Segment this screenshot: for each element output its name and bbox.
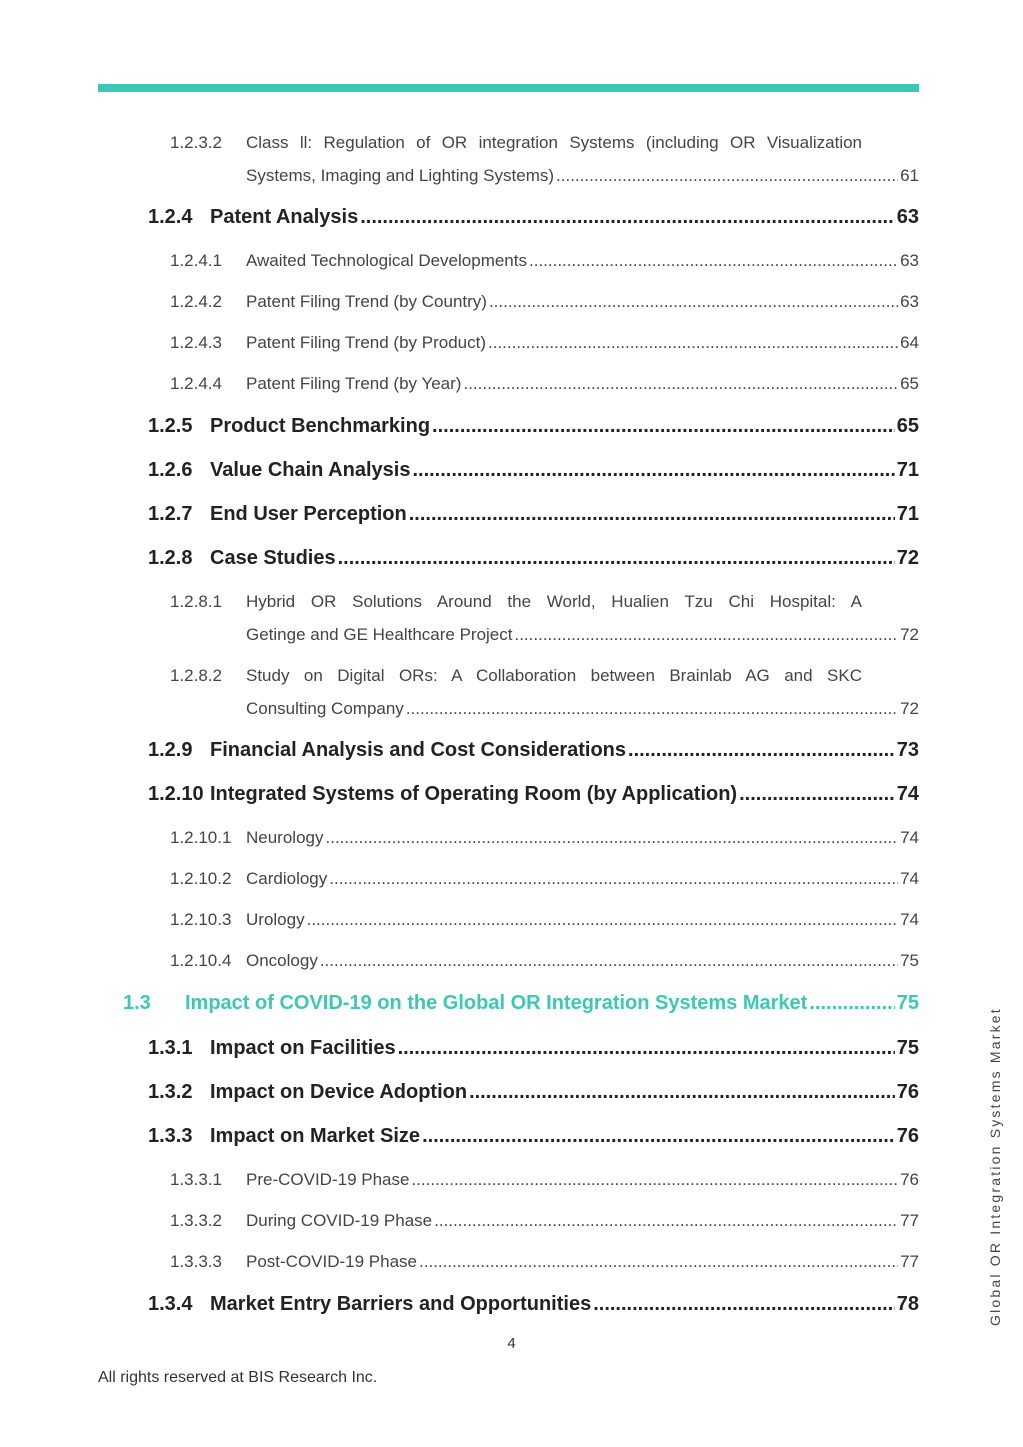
toc-page: 72 — [900, 625, 919, 644]
toc-page: 76 — [896, 1081, 919, 1103]
toc-leader-dots — [434, 1211, 898, 1231]
toc-title: Patent Filing Trend (by Product) — [246, 333, 487, 352]
toc-leader-dots — [411, 1170, 898, 1190]
toc-leader-dots — [412, 459, 894, 482]
toc-title: Value Chain Analysis — [210, 459, 411, 481]
toc-title: Impact on Device Adoption — [210, 1081, 468, 1103]
toc-number: 1.2.3.2 — [170, 133, 222, 152]
toc-entry-1-2-8-2[interactable] — [170, 666, 919, 726]
toc-number: 1.2.10.1 — [170, 828, 232, 847]
toc-title: Patent Analysis — [210, 206, 359, 228]
toc-entry-1-3-3-2[interactable] — [170, 1211, 919, 1233]
toc-title: Awaited Technological Developments — [246, 251, 527, 270]
toc-leader-dots — [307, 910, 898, 930]
toc-number: 1.2.8.1 — [170, 592, 222, 611]
toc-title-line-1: Hybrid OR Solutions Around the World, Hualien Tzu Chi Hospital: A — [246, 592, 862, 611]
toc-page: 75 — [900, 951, 919, 970]
toc-number: 1.3 — [123, 992, 151, 1014]
toc-leader-dots — [360, 206, 895, 229]
toc-number: 1.2.10.3 — [170, 910, 232, 929]
toc-page: 75 — [896, 1037, 919, 1059]
toc-leader-dots — [514, 625, 898, 645]
toc-title-line-2: Systems, Imaging and Lighting Systems) — [246, 166, 555, 185]
toc-leader-dots — [556, 166, 898, 186]
toc-page: 74 — [900, 910, 919, 929]
toc-number: 1.2.4.3 — [170, 333, 222, 352]
toc-page: 77 — [900, 1252, 919, 1271]
toc-page: 65 — [896, 415, 919, 437]
toc-entry-1-2-9[interactable] — [148, 739, 919, 763]
toc-page: 75 — [896, 992, 919, 1014]
toc-leader-dots — [469, 1081, 895, 1104]
toc-number: 1.2.6 — [148, 459, 193, 481]
toc-number: 1.2.5 — [148, 415, 193, 437]
toc-title: Impact on Facilities — [210, 1037, 396, 1059]
toc-number: 1.3.1 — [148, 1037, 193, 1059]
toc-number: 1.2.9 — [148, 739, 193, 761]
toc-leader-dots — [432, 415, 895, 438]
toc-entry-1-3-1[interactable] — [148, 1037, 919, 1061]
toc-title: Urology — [246, 910, 305, 929]
toc-title: Impact on Market Size — [210, 1125, 421, 1147]
toc-entry-1-2-7[interactable] — [148, 503, 919, 527]
toc-entry-1-2-6[interactable] — [148, 459, 919, 483]
toc-title: End User Perception — [210, 503, 407, 525]
toc-title: Cardiology — [246, 869, 328, 888]
toc-number: 1.2.10.2 — [170, 869, 232, 888]
toc-entry-1-2-4-4[interactable] — [170, 374, 919, 396]
toc-number: 1.2.8 — [148, 547, 193, 569]
toc-title-line-2: Getinge and GE Healthcare Project — [246, 625, 513, 644]
toc-title-line-2: Consulting Company — [246, 699, 404, 718]
toc-page: 74 — [896, 783, 919, 805]
toc-entry-1-2-10-3[interactable] — [170, 910, 919, 932]
toc-page: 71 — [896, 503, 919, 525]
toc-leader-dots — [463, 374, 898, 394]
toc-entry-1-2-10-2[interactable] — [170, 869, 919, 891]
toc-entry-1-3-2[interactable] — [148, 1081, 919, 1105]
toc-entry-1-2-4-2[interactable] — [170, 292, 919, 314]
toc-title: Impact of COVID-19 on the Global OR Integration Systems Market — [185, 992, 808, 1014]
toc-page: 63 — [896, 206, 919, 228]
toc-entry-1-2-8-1[interactable] — [170, 592, 919, 652]
toc-leader-dots — [398, 1037, 895, 1060]
toc-title-line-1: Class ll: Regulation of OR integration Systems (including OR Visualization — [246, 133, 862, 152]
toc-page: 61 — [900, 166, 919, 185]
toc-entry-1-3-3-1[interactable] — [170, 1170, 919, 1192]
toc-title: Post-COVID-19 Phase — [246, 1252, 418, 1271]
toc-title: Patent Filing Trend (by Country) — [246, 292, 487, 311]
toc-number: 1.3.3 — [148, 1125, 193, 1147]
toc-entry-1-3-3-3[interactable] — [170, 1252, 919, 1274]
toc-leader-dots — [406, 699, 898, 719]
toc-title-line-1: Study on Digital ORs: A Collaboration between Brainlab AG and SKC — [246, 666, 862, 685]
toc-leader-dots — [329, 869, 898, 889]
toc-page: 76 — [896, 1125, 919, 1147]
toc-number: 1.3.3.1 — [170, 1170, 222, 1189]
toc-page: 77 — [900, 1211, 919, 1230]
toc-leader-dots — [326, 828, 899, 848]
toc-entry-1-2-10-1[interactable] — [170, 828, 919, 850]
toc-leader-dots — [529, 251, 898, 271]
toc-page: 76 — [900, 1170, 919, 1189]
toc-entry-1-2-4-1[interactable] — [170, 251, 919, 273]
footer-copyright: All rights reserved at BIS Research Inc. — [98, 1369, 378, 1386]
toc-leader-dots — [409, 503, 895, 526]
toc-title: Case Studies — [210, 547, 336, 569]
toc-title: Neurology — [246, 828, 324, 847]
toc-leader-dots — [338, 547, 895, 570]
toc-number: 1.2.4 — [148, 206, 193, 228]
toc-title: Market Entry Barriers and Opportunities — [210, 1293, 592, 1315]
toc-page: 72 — [896, 547, 919, 569]
toc-leader-dots — [593, 1293, 895, 1316]
toc-leader-dots — [809, 992, 894, 1015]
toc-entry-1-2-4-3[interactable] — [170, 333, 919, 355]
toc-page: 71 — [896, 459, 919, 481]
toc-page: 65 — [900, 374, 919, 393]
toc-leader-dots — [419, 1252, 898, 1272]
toc-leader-dots — [489, 292, 898, 312]
toc-title: Financial Analysis and Cost Considerations — [210, 739, 627, 761]
toc-entry-1-2-5[interactable] — [148, 415, 919, 439]
toc-page: 63 — [900, 251, 919, 270]
toc-entry-1-2-10[interactable] — [148, 783, 919, 807]
toc-page: 63 — [900, 292, 919, 311]
toc-entry-1-3-3[interactable] — [148, 1125, 919, 1149]
toc-number: 1.3.2 — [148, 1081, 193, 1103]
toc-page: 73 — [896, 739, 919, 761]
toc-page: 74 — [900, 869, 919, 888]
toc-leader-dots — [422, 1125, 895, 1148]
toc-entry-1-2-3-2[interactable] — [170, 133, 919, 193]
toc-number: 1.2.4.1 — [170, 251, 222, 270]
toc-leader-dots — [739, 783, 895, 806]
toc-leader-dots — [320, 951, 898, 971]
toc-entry-1-3[interactable] — [123, 992, 919, 1016]
toc-entry-1-2-10-4[interactable] — [170, 951, 919, 973]
toc-page: 64 — [900, 333, 919, 352]
header-accent-bar — [98, 84, 919, 92]
toc-number: 1.2.10 — [148, 783, 204, 805]
toc-entry-1-3-4[interactable] — [148, 1293, 919, 1317]
toc-number: 1.2.10.4 — [170, 951, 232, 970]
toc-number: 1.2.4.4 — [170, 374, 222, 393]
toc-page: 74 — [900, 828, 919, 847]
toc-entry-1-2-8[interactable] — [148, 547, 919, 571]
toc-number: 1.3.3.3 — [170, 1252, 222, 1271]
toc-number: 1.2.8.2 — [170, 666, 222, 685]
toc-leader-dots — [488, 333, 898, 353]
page-number: 4 — [507, 1335, 516, 1352]
toc-number: 1.3.3.2 — [170, 1211, 222, 1230]
toc-title: Patent Filing Trend (by Year) — [246, 374, 462, 393]
toc-title: During COVID-19 Phase — [246, 1211, 433, 1230]
toc-leader-dots — [628, 739, 895, 762]
toc-entry-1-2-4[interactable] — [148, 206, 919, 230]
toc-title: Product Benchmarking — [210, 415, 431, 437]
toc-page: 78 — [896, 1293, 919, 1315]
toc-title: Pre-COVID-19 Phase — [246, 1170, 410, 1189]
toc-title: Integrated Systems of Operating Room (by Application) — [210, 783, 738, 805]
side-running-title: Global OR Integration Systems Market — [987, 1007, 1003, 1326]
toc-title: Oncology — [246, 951, 318, 970]
toc-page: 72 — [900, 699, 919, 718]
toc-number: 1.3.4 — [148, 1293, 193, 1315]
toc-number: 1.2.4.2 — [170, 292, 222, 311]
toc-number: 1.2.7 — [148, 503, 193, 525]
